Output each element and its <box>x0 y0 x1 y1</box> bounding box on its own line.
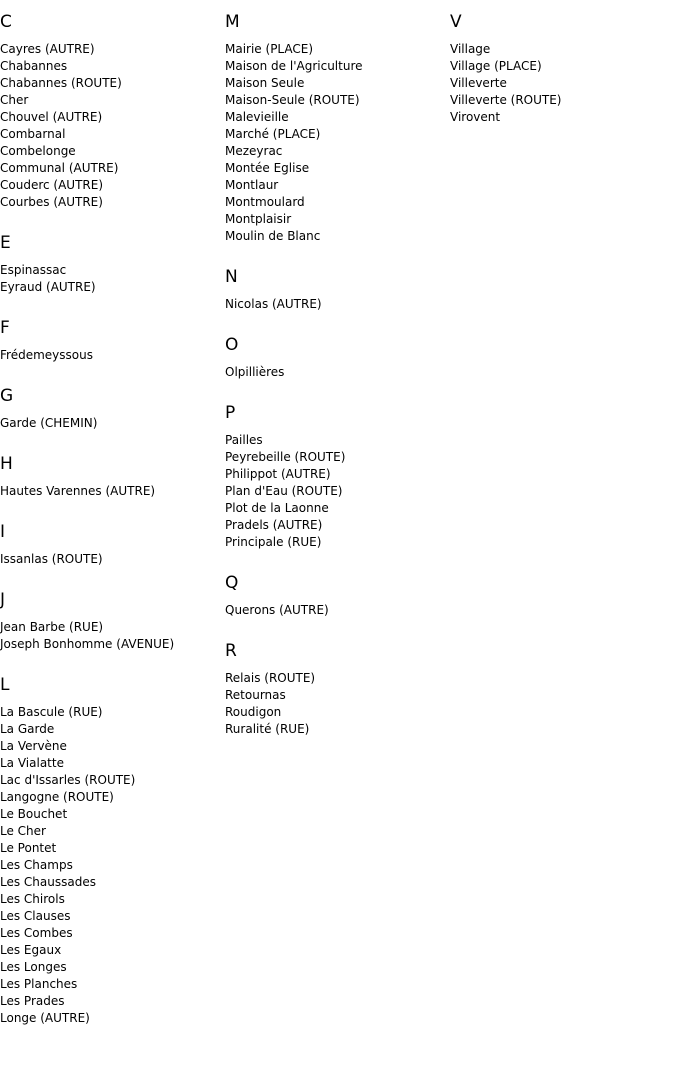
letter-section <box>0 385 220 432</box>
street-list <box>225 364 445 381</box>
street-name: La Bascule (RUE) <box>0 705 103 719</box>
street-list <box>225 41 445 245</box>
street-name: Couderc (AUTRE) <box>0 178 104 192</box>
street-name: Chabannes <box>0 59 68 73</box>
street-name: Roudigon <box>225 705 282 719</box>
street-name: Le Bouchet <box>0 807 68 821</box>
letter-section <box>450 11 670 126</box>
street-name: Le Cher <box>0 824 46 838</box>
street-name: Moulin de Blanc <box>225 229 321 243</box>
section-letter-heading: J <box>0 590 6 610</box>
street-name: Nicolas (AUTRE) <box>225 297 322 311</box>
street-name: Chouvel (AUTRE) <box>0 110 103 124</box>
street-name: Garde (CHEMIN) <box>0 416 98 430</box>
street-name: Ruralité (RUE) <box>225 722 310 736</box>
section-letter-heading: I <box>0 522 6 542</box>
street-index-column-3 <box>450 11 670 147</box>
section-letter-heading: E <box>0 233 11 253</box>
street-name: La Vialatte <box>0 756 64 770</box>
street-name: Relais (ROUTE) <box>225 671 316 685</box>
street-name: Les Egaux <box>0 943 62 957</box>
street-name: Villeverte (ROUTE) <box>450 93 562 107</box>
street-name: Combarnal <box>0 127 66 141</box>
street-list <box>225 670 445 738</box>
section-letter-heading: N <box>225 267 238 287</box>
street-name: Courbes (AUTRE) <box>0 195 103 209</box>
street-name: Frédemeyssous <box>0 348 93 362</box>
section-letter-heading: Q <box>225 573 239 593</box>
street-name: Marché (PLACE) <box>225 127 321 141</box>
street-name: Jean Barbe (RUE) <box>0 620 104 634</box>
street-name: Cayres (AUTRE) <box>0 42 95 56</box>
street-list <box>0 41 220 211</box>
street-name: Querons (AUTRE) <box>225 603 329 617</box>
street-list <box>0 551 220 568</box>
letter-section <box>0 317 220 364</box>
street-list <box>0 415 220 432</box>
street-name: Les Longes <box>0 960 67 974</box>
street-name: Le Pontet <box>0 841 57 855</box>
letter-section <box>0 521 220 568</box>
letter-section <box>225 402 445 551</box>
section-letter-heading: F <box>0 318 10 338</box>
street-name: Maison-Seule (ROUTE) <box>225 93 360 107</box>
section-letter-heading: P <box>225 403 236 423</box>
street-name: Montlaur <box>225 178 279 192</box>
street-index-column-2 <box>225 11 445 759</box>
street-name: Issanlas (ROUTE) <box>0 552 103 566</box>
street-name: Les Planches <box>0 977 78 991</box>
section-letter-heading: C <box>0 12 12 32</box>
street-name: Village <box>450 42 491 56</box>
street-name: Montmoulard <box>225 195 305 209</box>
street-name: Montée Eglise <box>225 161 310 175</box>
street-name: Eyraud (AUTRE) <box>0 280 96 294</box>
street-name: Plot de la Laonne <box>225 501 329 515</box>
street-name: Joseph Bonhomme (AVENUE) <box>0 637 175 651</box>
street-list <box>0 483 220 500</box>
section-letter-heading: H <box>0 454 13 474</box>
street-name: Retournas <box>225 688 286 702</box>
street-name: Les Champs <box>0 858 73 872</box>
street-name: Pradels (AUTRE) <box>225 518 323 532</box>
section-letter-heading: M <box>225 12 240 32</box>
street-name: Mezeyrac <box>225 144 283 158</box>
street-name: Plan d'Eau (ROUTE) <box>225 484 343 498</box>
street-name: Maison Seule <box>225 76 305 90</box>
letter-section <box>225 11 445 245</box>
section-letter-heading: G <box>0 386 14 406</box>
street-list <box>225 296 445 313</box>
street-list <box>0 704 220 1027</box>
street-index-column-1 <box>0 11 220 1048</box>
letter-section <box>225 572 445 619</box>
street-name: Longe (AUTRE) <box>0 1011 90 1025</box>
street-list <box>0 262 220 296</box>
street-name: Les Clauses <box>0 909 71 923</box>
street-name: Maison de l'Agriculture <box>225 59 363 73</box>
street-name: Communal (AUTRE) <box>0 161 119 175</box>
street-list <box>0 347 220 364</box>
street-name: Espinassac <box>0 263 67 277</box>
letter-section <box>0 453 220 500</box>
letter-section <box>225 640 445 738</box>
street-name: Les Chaussades <box>0 875 96 889</box>
letter-section <box>0 674 220 1027</box>
street-name: La Garde <box>0 722 55 736</box>
street-name: Hautes Varennes (AUTRE) <box>0 484 156 498</box>
street-list <box>225 602 445 619</box>
section-letter-heading: O <box>225 335 239 355</box>
letter-section <box>0 232 220 296</box>
letter-section <box>225 334 445 381</box>
street-name: Malevieille <box>225 110 289 124</box>
street-name: Les Chirols <box>0 892 65 906</box>
street-name: Langogne (ROUTE) <box>0 790 114 804</box>
street-name: Peyrebeille (ROUTE) <box>225 450 346 464</box>
street-name: Villeverte <box>450 76 507 90</box>
street-name: Les Prades <box>0 994 65 1008</box>
street-name: Montplaisir <box>225 212 292 226</box>
letter-section <box>0 589 220 653</box>
street-list <box>0 619 220 653</box>
street-list <box>225 432 445 551</box>
street-name: Village (PLACE) <box>450 59 542 73</box>
street-list <box>450 41 670 126</box>
letter-section <box>225 266 445 313</box>
street-name: Chabannes (ROUTE) <box>0 76 122 90</box>
section-letter-heading: L <box>0 675 10 695</box>
street-name: Les Combes <box>0 926 73 940</box>
street-name: Olpillières <box>225 365 285 379</box>
section-letter-heading: R <box>225 641 237 661</box>
street-name: Cher <box>0 93 29 107</box>
letter-section <box>0 11 220 211</box>
street-name: Virovent <box>450 110 501 124</box>
street-name: La Vervène <box>0 739 67 753</box>
street-name: Combelonge <box>0 144 76 158</box>
section-letter-heading: V <box>450 12 462 32</box>
street-name: Mairie (PLACE) <box>225 42 314 56</box>
street-name: Lac d'Issarles (ROUTE) <box>0 773 136 787</box>
street-name: Principale (RUE) <box>225 535 322 549</box>
street-name: Philippot (AUTRE) <box>225 467 331 481</box>
street-name: Pailles <box>225 433 263 447</box>
